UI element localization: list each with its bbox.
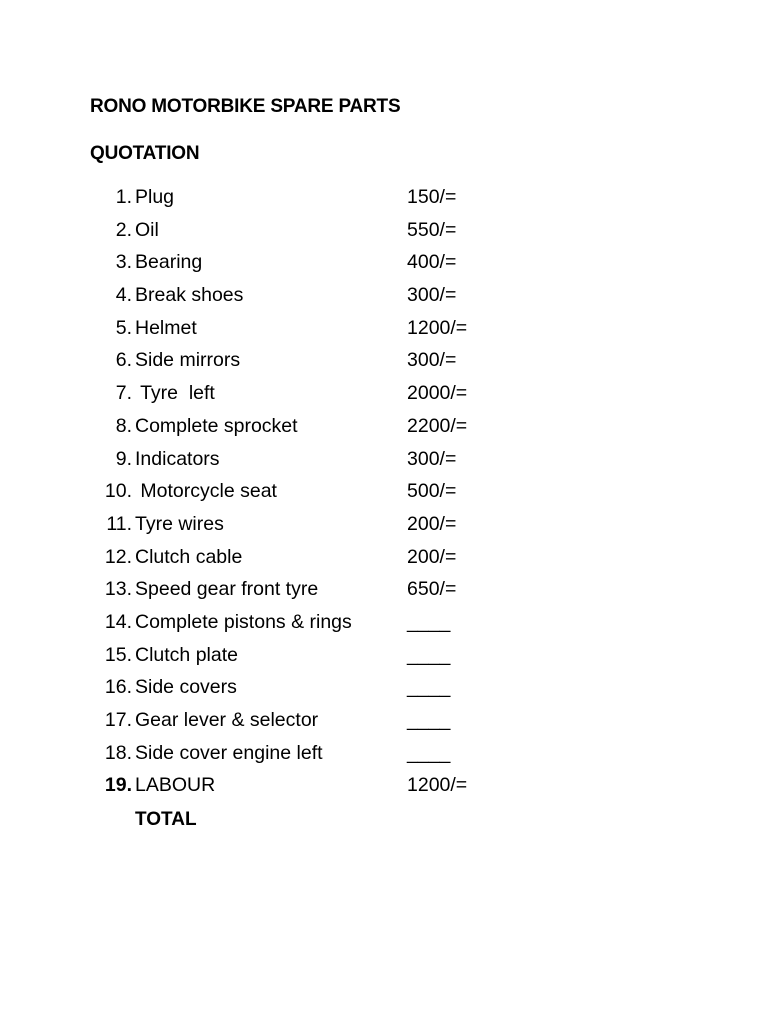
- list-item: [0, 546, 768, 579]
- item-name: Tyre left: [135, 382, 215, 405]
- list-item: [0, 415, 768, 448]
- list-item: [0, 774, 768, 807]
- item-price: ____: [407, 741, 451, 764]
- item-name: Clutch cable: [135, 545, 243, 568]
- item-price: 500/=: [407, 480, 457, 503]
- item-name: Complete pistons & rings: [135, 610, 352, 633]
- item-name: Clutch plate: [135, 643, 238, 666]
- item-number: 10.: [104, 480, 132, 503]
- list-item: [0, 251, 768, 284]
- list-item: [0, 219, 768, 252]
- list-item: [0, 382, 768, 415]
- item-name: Speed gear front tyre: [135, 578, 319, 601]
- item-name: Plug: [135, 186, 175, 208]
- item-number: 12.: [104, 545, 132, 568]
- item-number: 5.: [115, 316, 132, 339]
- list-item: [0, 644, 768, 677]
- document-subtitle: QUOTATION: [90, 143, 200, 164]
- item-number: 15.: [104, 643, 132, 666]
- item-price: ____: [407, 643, 451, 666]
- item-price: ____: [407, 709, 451, 731]
- item-name: Tyre wires: [135, 512, 224, 535]
- item-name: Side covers: [135, 676, 237, 699]
- item-number: 9.: [115, 447, 132, 470]
- item-name: Side mirrors: [135, 349, 241, 372]
- item-number: 14.: [104, 610, 132, 633]
- item-price: 400/=: [407, 251, 457, 274]
- list-item: [0, 317, 768, 350]
- item-name: Oil: [135, 218, 159, 241]
- item-price: 1200/=: [407, 316, 468, 339]
- item-number: 16.: [104, 676, 132, 699]
- item-number: 2.: [115, 218, 132, 241]
- item-price: ____: [407, 676, 451, 699]
- item-name: Motorcycle seat: [135, 480, 277, 503]
- item-number: 7.: [115, 382, 132, 405]
- item-number: 13.: [104, 578, 132, 601]
- item-price: 2200/=: [407, 414, 468, 437]
- list-item: [0, 578, 768, 611]
- item-price: 200/=: [407, 545, 457, 568]
- item-price: 550/=: [407, 218, 457, 241]
- item-price: 150/=: [407, 186, 457, 208]
- item-name: Helmet: [135, 316, 197, 339]
- list-item: [0, 186, 768, 219]
- item-number: 18.: [104, 741, 132, 764]
- item-price: 300/=: [407, 447, 457, 470]
- quotation-list: [0, 186, 768, 807]
- item-number: 6.: [115, 349, 132, 372]
- item-name: Side cover engine left: [135, 741, 323, 764]
- item-name: Bearing: [135, 251, 203, 274]
- list-item: [0, 709, 768, 742]
- item-number: 4.: [115, 284, 132, 307]
- item-number: 3.: [115, 251, 132, 274]
- item-name: Indicators: [135, 447, 220, 470]
- item-name: Gear lever & selector: [135, 709, 319, 731]
- list-item: [0, 284, 768, 317]
- item-price: 1200/=: [407, 774, 468, 797]
- list-item: [0, 676, 768, 709]
- item-number: 17.: [104, 709, 132, 731]
- document-title: RONO MOTORBIKE SPARE PARTS: [90, 96, 401, 117]
- list-item: [0, 448, 768, 481]
- item-number: 8.: [115, 414, 132, 437]
- item-price: 650/=: [407, 578, 457, 601]
- item-price: ____: [407, 610, 451, 633]
- item-number: 1.: [115, 186, 132, 208]
- item-name: Complete sprocket: [135, 414, 298, 437]
- item-number: 11.: [106, 512, 132, 535]
- item-price: 200/=: [407, 512, 457, 535]
- item-name: LABOUR: [135, 774, 216, 797]
- total-label: TOTAL: [135, 809, 197, 830]
- item-name: Break shoes: [135, 284, 244, 307]
- item-number: 19.: [104, 774, 132, 797]
- list-item: [0, 611, 768, 644]
- list-item: [0, 480, 768, 513]
- list-item: [0, 513, 768, 546]
- item-price: 2000/=: [407, 382, 468, 405]
- list-item: [0, 742, 768, 775]
- item-price: 300/=: [407, 284, 457, 307]
- item-price: 300/=: [407, 349, 457, 372]
- list-item: [0, 349, 768, 382]
